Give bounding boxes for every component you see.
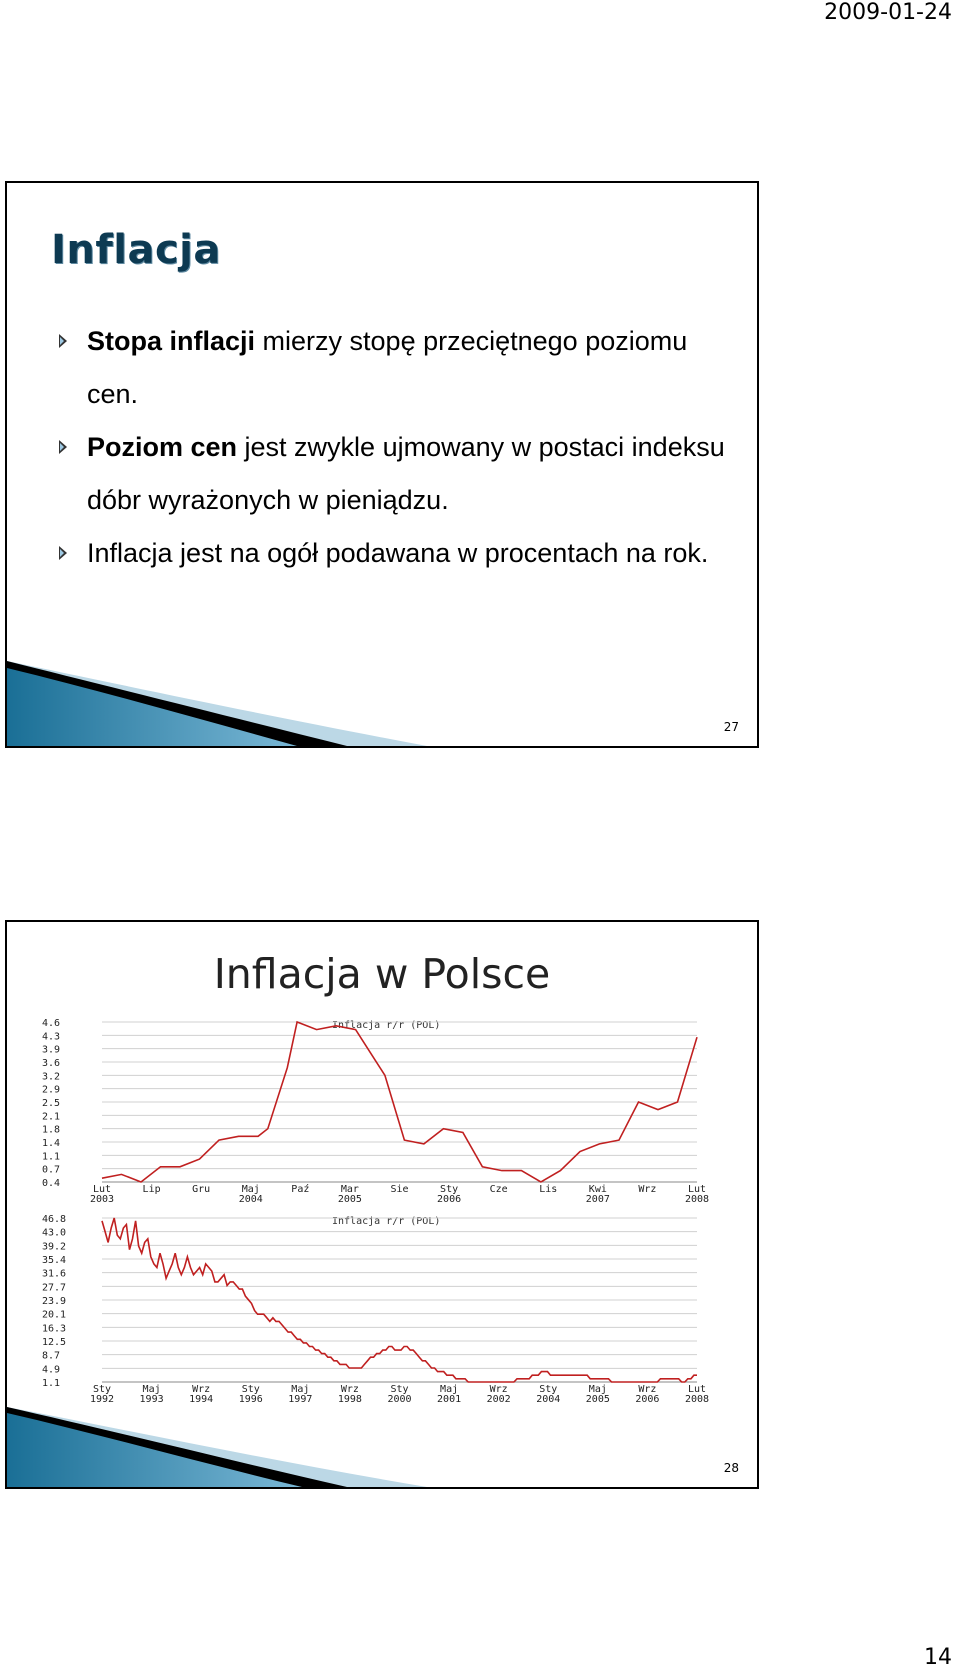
x-tick-label: Paź: [291, 1184, 310, 1195]
x-tick-year: 2005: [585, 1394, 610, 1405]
x-tick-label: Lut: [92, 1184, 112, 1195]
x-tick-year: 2003: [89, 1194, 115, 1204]
y-tick-label: 3.6: [42, 1058, 61, 1069]
triangle-bullet-icon: [59, 334, 67, 348]
inflation-chart-2003-2008: [7, 1014, 757, 1204]
y-tick-label: 3.9: [42, 1044, 61, 1056]
x-tick-year: 2000: [387, 1394, 412, 1405]
x-tick-label: Sty: [92, 1384, 112, 1395]
x-tick-year: 2005: [337, 1194, 362, 1204]
y-tick-label: 2.5: [42, 1098, 61, 1109]
slide-swoosh-decoration: [7, 1407, 759, 1487]
slide-swoosh-decoration: [7, 656, 759, 746]
y-tick-label: 4.9: [42, 1364, 61, 1376]
y-tick-label: 1.1: [42, 1151, 61, 1163]
y-tick-label: 16.3: [42, 1323, 67, 1335]
x-tick-label: Lut: [687, 1384, 707, 1395]
y-tick-label: 8.7: [42, 1350, 61, 1362]
x-tick-label: Wrz: [192, 1384, 211, 1395]
y-tick-label: 12.5: [42, 1337, 67, 1348]
slide-title: Inflacja: [51, 227, 221, 273]
x-tick-label: Sty: [539, 1384, 558, 1395]
slide-number: 28: [723, 1461, 739, 1475]
x-tick-label: Lip: [142, 1184, 161, 1195]
bullet-bold-text: Stopa inflacji: [87, 326, 256, 356]
y-tick-label: 31.6: [42, 1268, 67, 1280]
y-tick-label: 46.8: [42, 1214, 67, 1225]
x-tick-label: Kwi: [588, 1184, 607, 1195]
y-tick-label: 2.9: [42, 1084, 61, 1096]
x-tick-year: 2004: [536, 1394, 561, 1405]
y-tick-label: 43.0: [42, 1227, 67, 1239]
x-tick-year: 2002: [486, 1394, 511, 1405]
x-tick-label: Sty: [241, 1384, 260, 1395]
y-tick-label: 0.7: [42, 1164, 61, 1176]
chart-title: Inflacja r/r (POL): [332, 1216, 441, 1227]
chart-title: Inflacja r/r (POL): [332, 1020, 441, 1031]
page-number: 14: [924, 1645, 952, 1670]
x-tick-label: Wrz: [638, 1184, 657, 1195]
slide-27: [5, 181, 759, 748]
x-tick-label: Lis: [539, 1184, 558, 1195]
x-tick-label: Wrz: [489, 1384, 508, 1395]
x-tick-year: 1992: [89, 1394, 115, 1405]
x-tick-label: Gru: [192, 1184, 211, 1195]
x-tick-year: 1994: [189, 1394, 214, 1405]
y-tick-label: 2.1: [42, 1111, 61, 1123]
x-tick-year: 2006: [437, 1194, 462, 1204]
x-tick-year: 2004: [238, 1194, 263, 1204]
x-tick-label: Maj: [142, 1384, 161, 1395]
bullet-text: jest zwykle ujmowany w postaci indeksu dóbr wyrażonych w pieniądzu.: [87, 432, 725, 515]
y-tick-label: 1.4: [42, 1138, 61, 1149]
x-tick-label: Maj: [588, 1384, 607, 1395]
bullet-bold-text: Poziom cen: [87, 432, 238, 462]
y-tick-label: 23.9: [42, 1296, 67, 1307]
x-tick-label: Sty: [440, 1184, 459, 1195]
x-tick-label: Sty: [390, 1384, 409, 1395]
x-tick-label: Maj: [440, 1384, 459, 1395]
x-tick-year: 1998: [337, 1394, 362, 1405]
x-tick-label: Maj: [291, 1384, 310, 1395]
x-tick-year: 2008: [684, 1194, 710, 1204]
x-tick-year: 2008: [684, 1394, 710, 1405]
slide-title: Inflacja w Polsce: [213, 950, 551, 998]
slide-number: 27: [723, 720, 739, 734]
bullet-text: mierzy stopę przeciętnego poziomu cen.: [87, 326, 688, 409]
y-tick-label: 1.8: [42, 1124, 61, 1136]
x-tick-label: Maj: [241, 1184, 260, 1195]
bullet-item: [55, 527, 735, 580]
y-tick-label: 3.2: [42, 1071, 61, 1083]
x-tick-label: Wrz: [638, 1384, 657, 1395]
x-tick-year: 1996: [238, 1394, 263, 1405]
triangle-bullet-icon: [59, 440, 67, 454]
x-tick-year: 1997: [288, 1394, 313, 1405]
y-tick-label: 27.7: [42, 1282, 67, 1294]
x-tick-label: Mar: [340, 1184, 359, 1195]
x-tick-label: Wrz: [340, 1384, 359, 1395]
x-tick-year: 2007: [585, 1194, 610, 1204]
inflation-chart-1992-2008: [7, 1212, 757, 1412]
x-tick-label: Cze: [489, 1184, 508, 1195]
x-tick-label: Sie: [390, 1184, 409, 1195]
x-tick-year: 2001: [437, 1394, 462, 1405]
triangle-bullet-icon: [59, 546, 67, 560]
slide-28: [5, 920, 759, 1489]
y-tick-label: 4.3: [42, 1031, 61, 1043]
bullet-item: [55, 315, 735, 421]
y-tick-label: 20.1: [42, 1309, 67, 1321]
y-tick-label: 0.4: [42, 1178, 61, 1189]
page-date: 2009-01-24: [824, 0, 952, 25]
y-tick-label: 39.2: [42, 1241, 67, 1253]
x-tick-year: 1993: [139, 1394, 164, 1405]
x-tick-year: 2006: [635, 1394, 660, 1405]
y-tick-label: 35.4: [42, 1255, 67, 1266]
bullet-item: [55, 421, 735, 527]
bullet-text: Inflacja jest na ogół podawana w procentach na rok.: [87, 538, 709, 568]
x-tick-label: Lut: [687, 1184, 707, 1195]
y-tick-label: 4.6: [42, 1018, 61, 1029]
bullet-list: [55, 315, 735, 580]
y-tick-label: 1.1: [42, 1378, 61, 1389]
